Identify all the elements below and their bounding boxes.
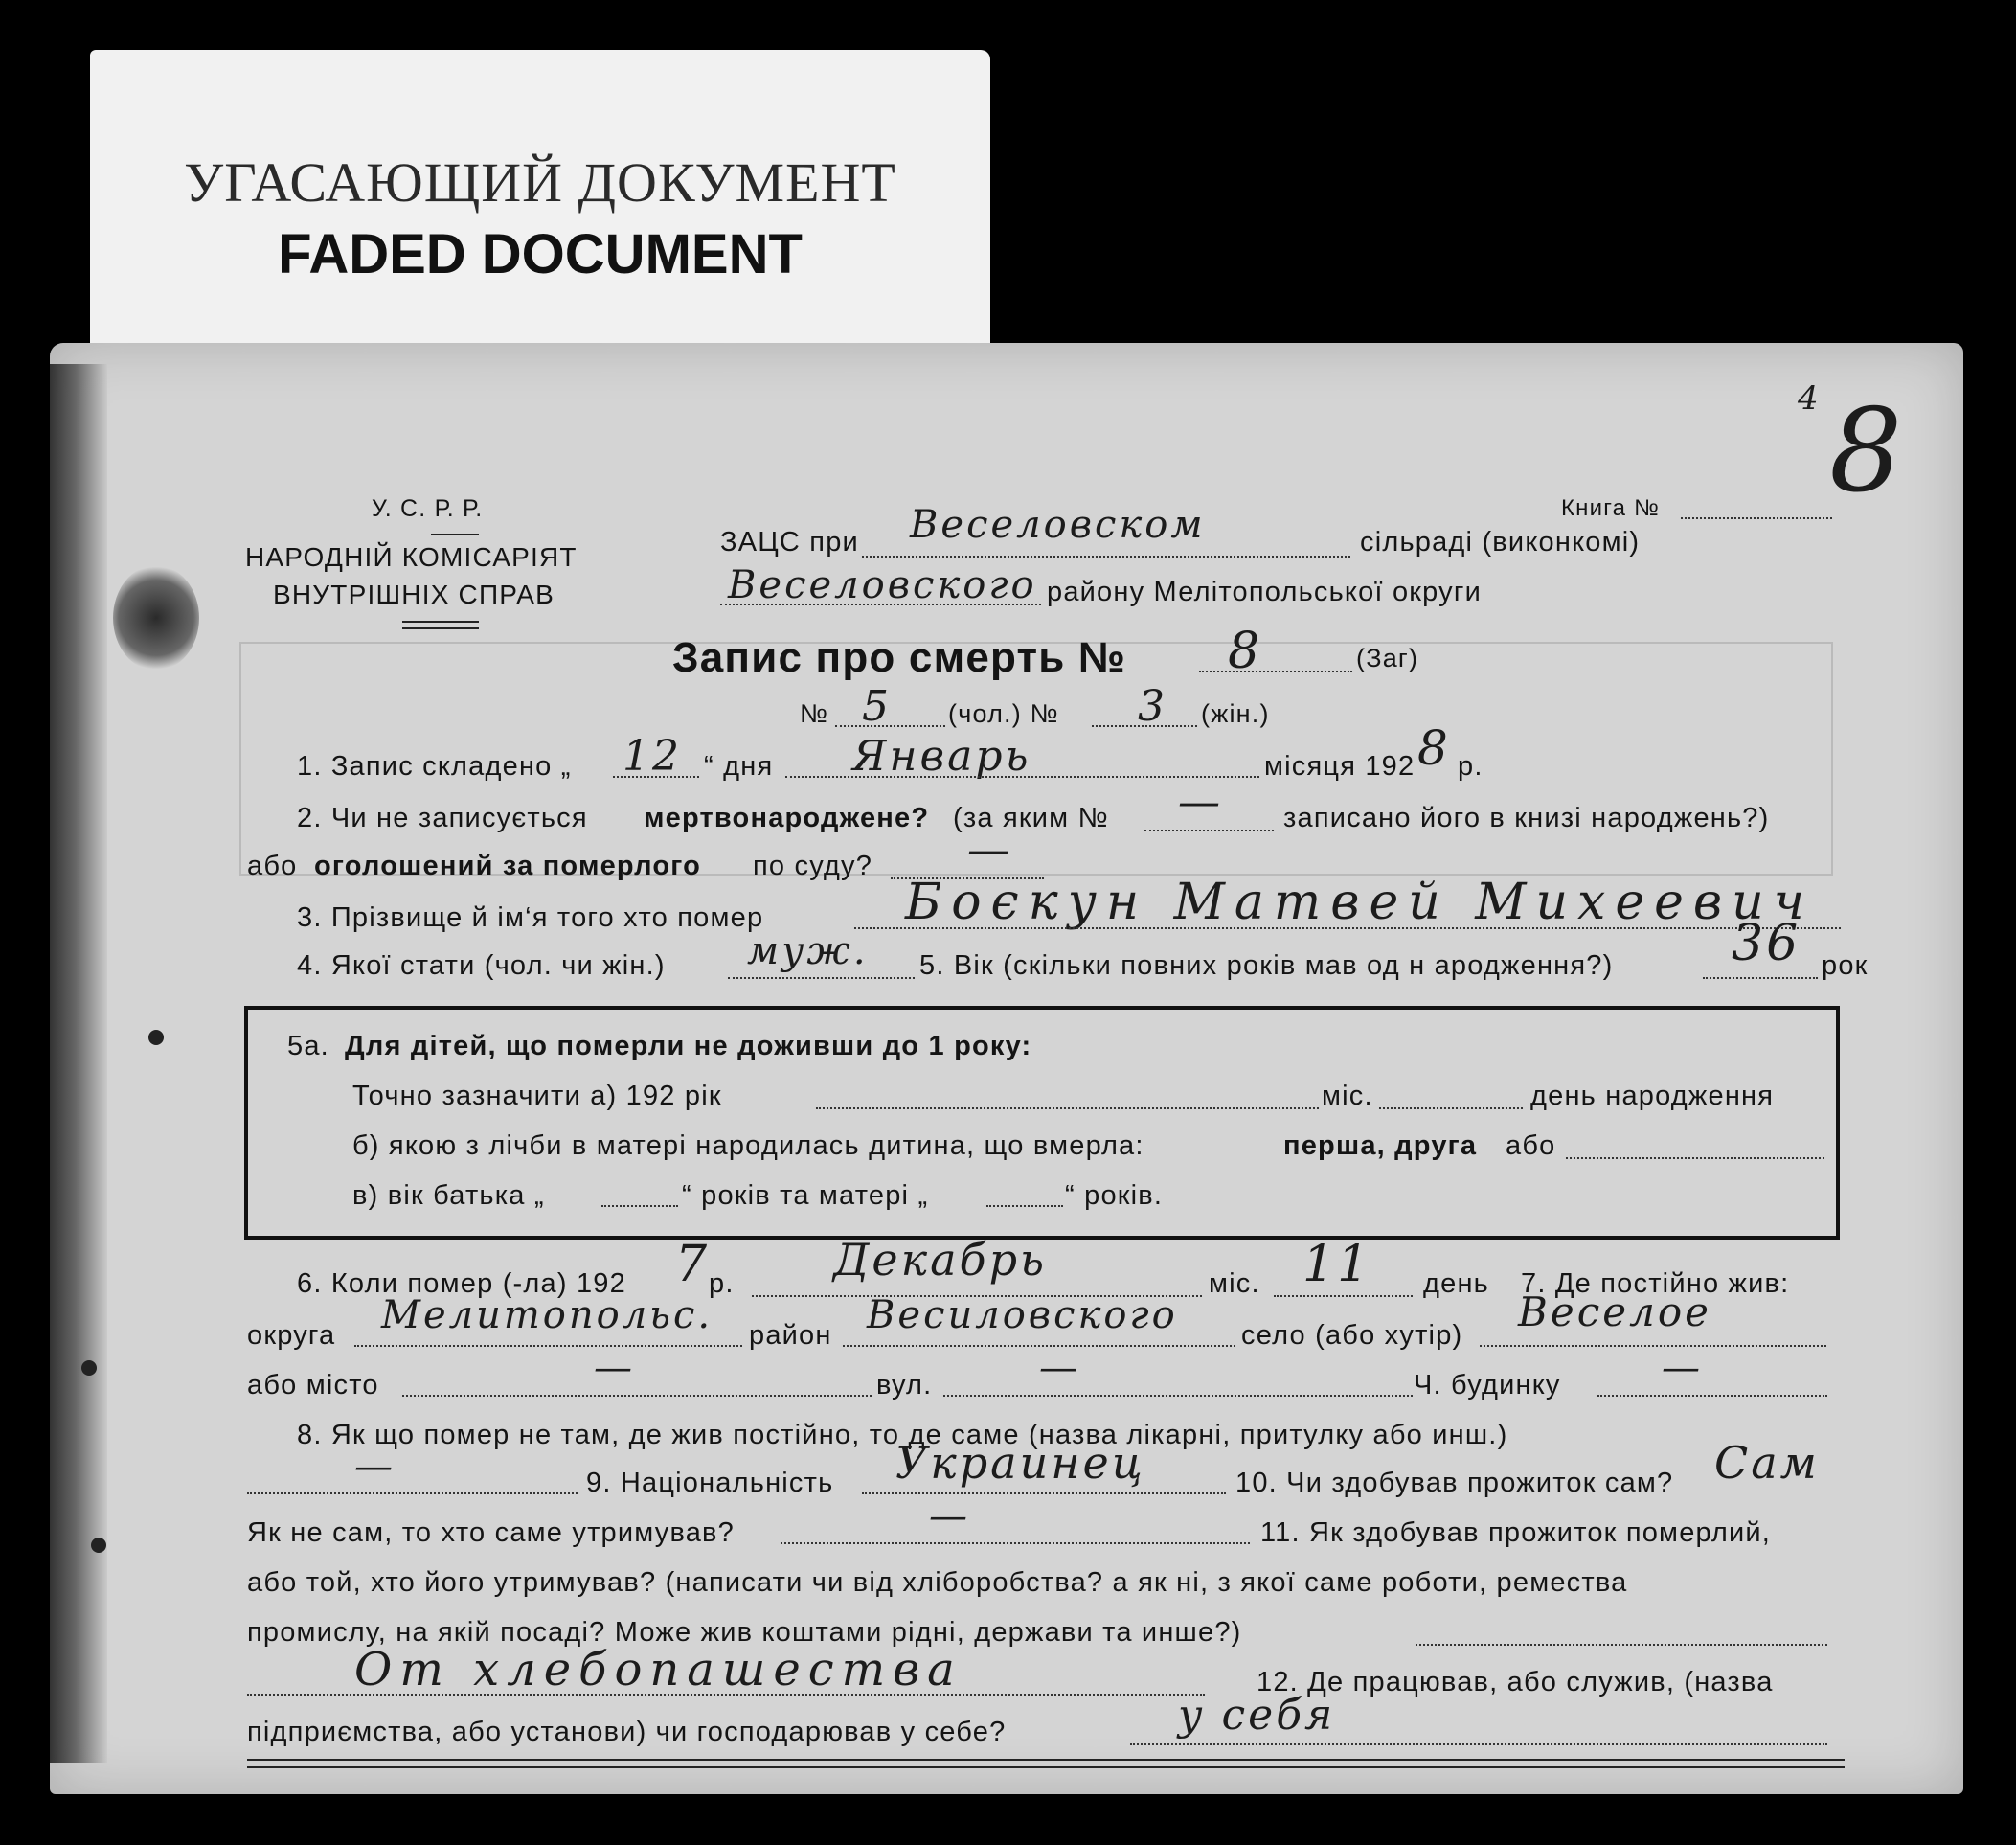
zags-label: ЗАЦС при [720,527,859,558]
field-5a-line-c: в) вік батька „ [352,1180,545,1211]
field-5a-month: міс. [1322,1081,1373,1111]
fill-line [986,1205,1063,1207]
fill-line [1092,725,1197,727]
field-2-number-label: (за яким № [953,803,1109,833]
field-2-birth-book: записано його в книзі народжень?) [1283,803,1770,833]
field-5-label: 5. Вік (скільки повних років мав од н ародження?) [919,950,1614,981]
field-9-label: 9. Національність [586,1468,834,1498]
field-5-unit: рок [1822,950,1869,981]
field-12-value: у себя [1178,1691,1336,1740]
ink-spot [148,1030,164,1045]
field-6-label: 6. Коли помер (-ла) 192 [297,1268,626,1299]
field-3-label: 3. Прізвище й ім‘я того хто помер [297,902,764,933]
field-4-label: 4. Якої стати (чол. чи жін.) [297,950,666,981]
fill-line [862,1492,1226,1494]
field-11-value: От хлебопашества [354,1643,963,1697]
male-label: (чол.) № [948,699,1059,728]
page-number-big: 8 [1829,385,1906,518]
silradi-label: сільраді (виконкомі) [1360,527,1641,558]
field-5a-mother: “ років та матері „ [682,1180,929,1211]
page-number-small: 4 [1798,379,1822,418]
raion-okrug-label: району Мелітопольської округи [1047,577,1483,607]
field-9-value: Украинец [895,1437,1145,1489]
fill-line [247,1694,1205,1696]
fill-line [247,1492,578,1494]
field-10b-label: Як не сам, то хто саме утримував? [247,1517,735,1548]
field-8-value: — [354,1445,396,1489]
field-11-line-3: промислу, на якій посаді? Може жив коштами рідні, держави та инше?) [247,1617,1242,1648]
budynku-label: Ч. будинку [1414,1370,1561,1401]
raion-label: район [749,1320,832,1351]
vul-label: вул. [876,1370,933,1401]
field-5-age: 36 [1732,915,1801,972]
field-7-label: 7. Де постійно жив: [1521,1268,1790,1299]
field-1-day-label: “ дня [704,751,774,782]
vul-value: — [1039,1346,1080,1390]
divider [402,627,479,629]
field-12-label: 12. Де працював, або служив, (назва [1257,1667,1774,1697]
field-6-day-label: день [1423,1268,1489,1299]
field-5a-years: “ років. [1065,1180,1164,1211]
fill-line [601,1205,678,1207]
bottom-rule [247,1766,1845,1768]
fill-line [1379,1107,1523,1109]
field-2-number-value: — [1178,778,1223,827]
fill-line [816,1107,1319,1109]
field-5a-or: або [1506,1130,1556,1161]
divider [402,621,479,623]
ministry-line-1: НАРОДНІЙ КОМІСАРІЯТ [245,542,578,572]
field-1-year-digit: 8 [1417,720,1451,776]
fill-line [1480,1345,1826,1347]
faded-document-label [90,50,990,376]
field-1-month-label: місяця 192 [1264,751,1416,782]
field-5a-line-b: б) якою з лічби в матері народилась дитина, що вмерла: [352,1130,1144,1161]
field-12-line-2: підприємства, або установи) чи господарював у себе? [247,1717,1007,1747]
field-1-label: 1. Запис складено „ [297,751,572,782]
misto-label: або місто [247,1370,379,1401]
field-6-month-label: міс. [1209,1268,1260,1299]
field-1-month: Январь [852,732,1031,781]
fill-line [835,725,945,727]
field-6-year-suffix: р. [709,1268,735,1299]
field-2-court-value: — [967,826,1012,875]
ministry-line-2: ВНУТРІШНІХ СПРАВ [273,580,555,609]
field-2-label: 2. Чи не записується [297,803,588,833]
fill-line [402,1395,872,1397]
field-6-month: Декабрь [833,1234,1048,1286]
bottom-rule [247,1759,1845,1761]
number-sign: № [800,699,829,728]
field-5a-birthday: день народження [1530,1081,1775,1111]
fill-line [1144,830,1274,831]
fill-line [720,604,1041,605]
fill-line [1681,517,1832,519]
field-2-court: по суду? [753,851,873,881]
ink-spot [91,1538,106,1553]
handwritten-silrada: Веселовском [910,503,1206,547]
label-english: FADED DOCUMENT [278,223,803,285]
zag-label: (Заг) [1356,644,1419,672]
fill-line [1703,977,1818,979]
field-10b-value: — [929,1494,970,1538]
fill-line [854,927,1841,929]
field-5a-heading: Для дітей, що померли не доживши до 1 року: [345,1031,1032,1061]
fill-line [1130,1743,1827,1745]
field-11-line-2: або той, хто його утримував? (написати чи від хліборобства? а як ні, з якої саме роботи, ремества [247,1567,1628,1598]
field-3-name: Боєкун Матвей Михеевич [905,874,1814,931]
field-11-label: 11. Як здобував прожиток померлий, [1260,1517,1772,1548]
torn-left-edge [50,364,107,1763]
male-count: 5 [862,682,892,731]
field-5a-line-a: Точно зазначити а) 192 рік [352,1081,722,1111]
field-2-stillborn: мертвонароджене? [644,803,930,833]
selo-label: село (або хутір) [1241,1320,1463,1351]
field-5a-first-second: перша, друга [1283,1130,1478,1161]
field-6-year-digit: 7 [675,1236,711,1293]
field-10-value: Сам [1714,1437,1820,1489]
fill-line [1416,1644,1827,1646]
fill-line [943,1395,1413,1397]
raion-value: Весиловского [867,1293,1178,1337]
record-title: Запис про смерть № [672,634,1127,681]
field-4-value: муж. [747,929,869,973]
record-number: 8 [1228,623,1263,680]
field-2-or: або [247,851,298,881]
field-1-day: 12 [623,732,682,781]
field-2-declared: оголошений за померлого [314,851,702,881]
fill-line [1274,1295,1413,1297]
fill-line [862,556,1350,558]
field-5a-number: 5а. [287,1031,329,1061]
ussr-heading: У. С. Р. Р. [372,495,484,522]
ink-spot [81,1360,97,1376]
okruga-value: Мелитопольс. [381,1293,714,1337]
handwritten-raion: Веселовского [728,563,1037,607]
field-10-label: 10. Чи здобував прожиток сам? [1235,1468,1674,1498]
divider [431,534,479,535]
selo-value: Веселое [1518,1288,1711,1335]
fill-line [1597,1395,1827,1397]
fill-line [728,977,915,979]
female-count: 3 [1138,682,1167,731]
label-russian: УГАСАЮЩИЙ ДОКУМЕНТ [184,151,896,214]
fill-line [781,1542,1250,1544]
fill-line [1566,1157,1824,1159]
book-number-label: Книга № [1561,495,1661,521]
binding-hole [113,565,199,671]
fill-line [354,1345,742,1347]
misto-value: — [594,1346,635,1390]
fill-line [1199,671,1352,672]
field-1-year-suffix: р. [1458,751,1484,782]
female-label: (жін.) [1201,699,1270,728]
field-8-label: 8. Як що помер не там, де жив постійно, то де саме (назва лікарні, притулку або инш.) [297,1420,1508,1450]
fill-line [613,776,699,778]
field-6-day: 11 [1302,1236,1372,1293]
budynku-value: — [1662,1346,1703,1390]
okruga-label: округа [247,1320,336,1351]
